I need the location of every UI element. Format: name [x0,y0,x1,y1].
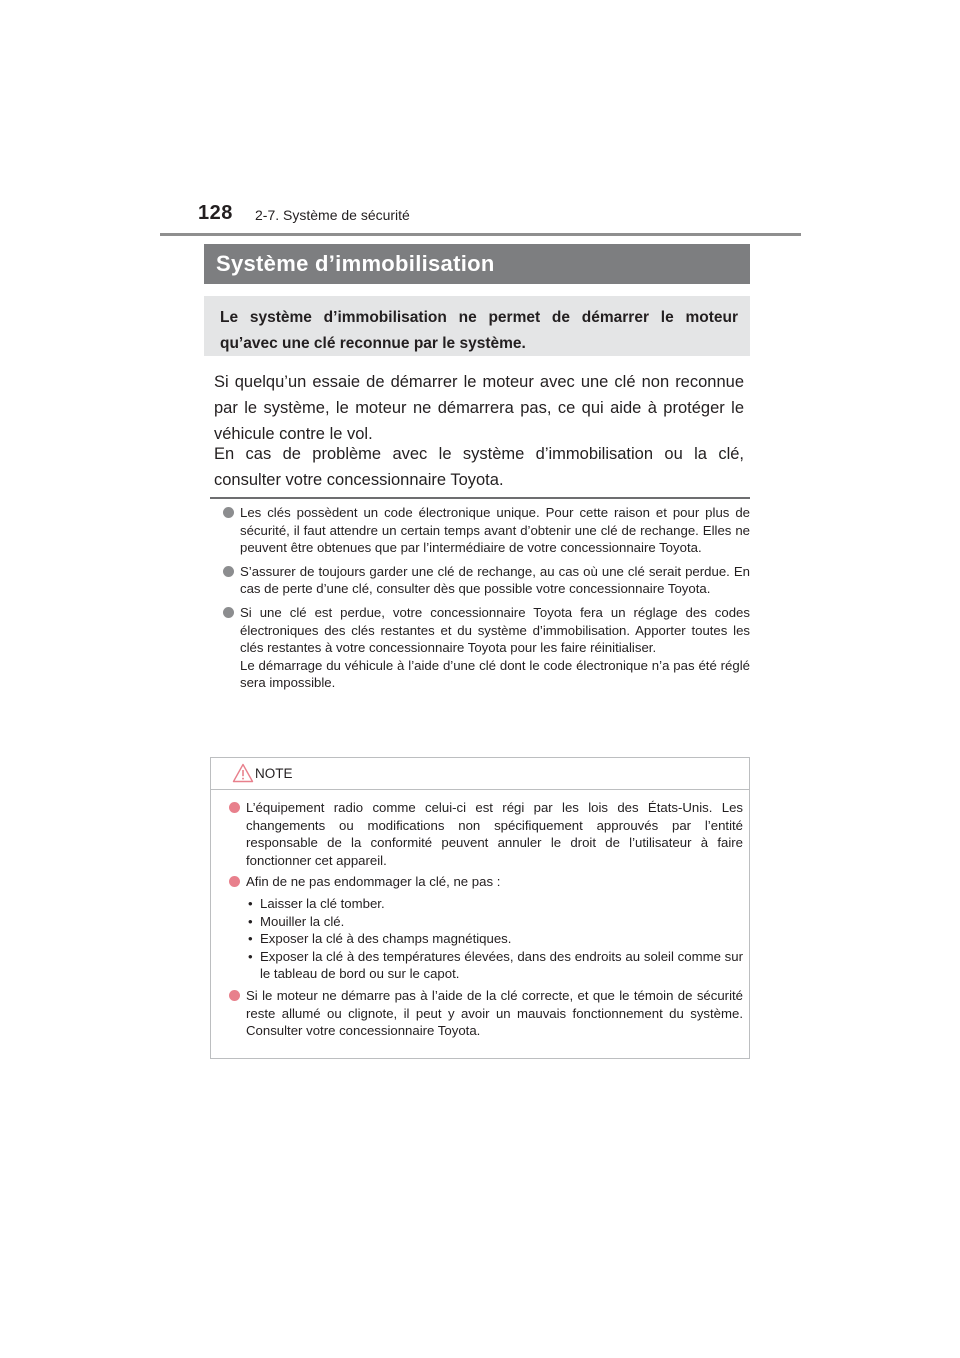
info-bullet-item [222,604,750,692]
note-bullet-item [228,799,743,869]
note-box [210,757,750,1059]
note-bullet-item [228,987,743,1040]
bullet-icon [229,990,240,1001]
bullet-text: Afin de ne pas endommager la clé, ne pas : [246,874,501,890]
subitem-text: Exposer la clé à des températures élevées, dans des endroits au soleil comme sur le tableau de bord ou sur le capot. [260,948,743,982]
warning-triangle-icon [232,763,254,783]
bullet-text: Les clés possèdent un code électronique unique. Pour cette raison et pour plus de sécurité, il faut attendre un certain temps avant d’obtenir une clé de rechange. Elles ne peuvent être obtenues que par l’intermédiaire de votre concessionnaire Toyota. [240,505,750,556]
note-subitem [246,930,743,948]
bullet-icon [223,566,234,577]
note-subitem [246,948,743,983]
bullet-text: L’équipement radio comme celui-ci est régi par les lois des États-Unis. Les changements ou modifications non spécifiquement approuvés par l’entité responsable de la conformité peuvent annuler le droit de l’utilisateur à faire fonctionner cet appareil. [246,800,743,868]
note-title: NOTE [255,766,293,781]
bullet-text: Si une clé est perdue, votre concessionnaire Toyota fera un réglage des codes électroniques des clés restantes et du système d’immobilisation. Apporter toutes les clés restantes à votre concessionnaire Toyota pour les faire réinitialiser. [240,604,750,656]
subitem-bullet-icon: • [248,913,253,929]
bullet-icon [223,607,234,618]
note-bullet-list [228,799,743,1044]
section-path: 2-7. Système de sécurité [255,207,410,223]
note-sublist [246,895,743,983]
body-paragraph: Si quelqu’un essaie de démarrer le moteur avec une clé non reconnue par le système, le moteur ne démarrera pas, ce qui aide à protéger le véhicule contre le vol. [214,373,744,443]
title-bar [204,244,750,284]
info-bullet-item [222,504,750,557]
note-subitem [246,913,743,931]
intro-box: Le système d’immobilisation ne permet de démarrer le moteur qu’avec une clé reconnue par le système. [204,296,750,356]
info-bullet-list [222,504,750,698]
subitem-bullet-icon: • [248,931,253,947]
bullet-icon [223,507,234,518]
bullet-text: Si le moteur ne démarre pas à l’aide de la clé correcte, et que le témoin de sécurité reste allumé ou clignote, il peut y avoir un mauvais fonctionnement du système. Consulter votre concessionnaire Toyota. [246,987,743,1039]
body-divider [210,497,750,499]
note-header [211,758,749,790]
note-bullet-item [228,873,743,983]
bullet-text: S’assurer de toujours garder une clé de rechange, au cas où une clé serait perdue. En cas de perte d’une clé, consulter dès que possible votre concessionnaire Toyota. [240,563,750,597]
bullet-icon [229,802,240,813]
subitem-bullet-icon: • [248,948,253,964]
bullet-icon [229,876,240,887]
bullet-text-extra: Le démarrage du véhicule à l’aide d’une clé dont le code électronique n’a pas été réglé sera impossible. [240,657,750,691]
page-number: 128 [198,202,233,224]
body-paragraph: En cas de problème avec le système d’immobilisation ou la clé, consulter votre concessionnaire Toyota. [214,445,744,489]
subitem-text: Laisser la clé tomber. [260,895,385,911]
subitem-text: Exposer la clé à des champs magnétiques. [260,931,512,947]
info-bullet-item [222,563,750,598]
subitem-bullet-icon: • [248,895,253,911]
header-divider [160,233,801,236]
page-title: Système d’immobilisation [216,251,495,276]
note-subitem [246,895,743,913]
subitem-text: Mouiller la clé. [260,913,345,929]
